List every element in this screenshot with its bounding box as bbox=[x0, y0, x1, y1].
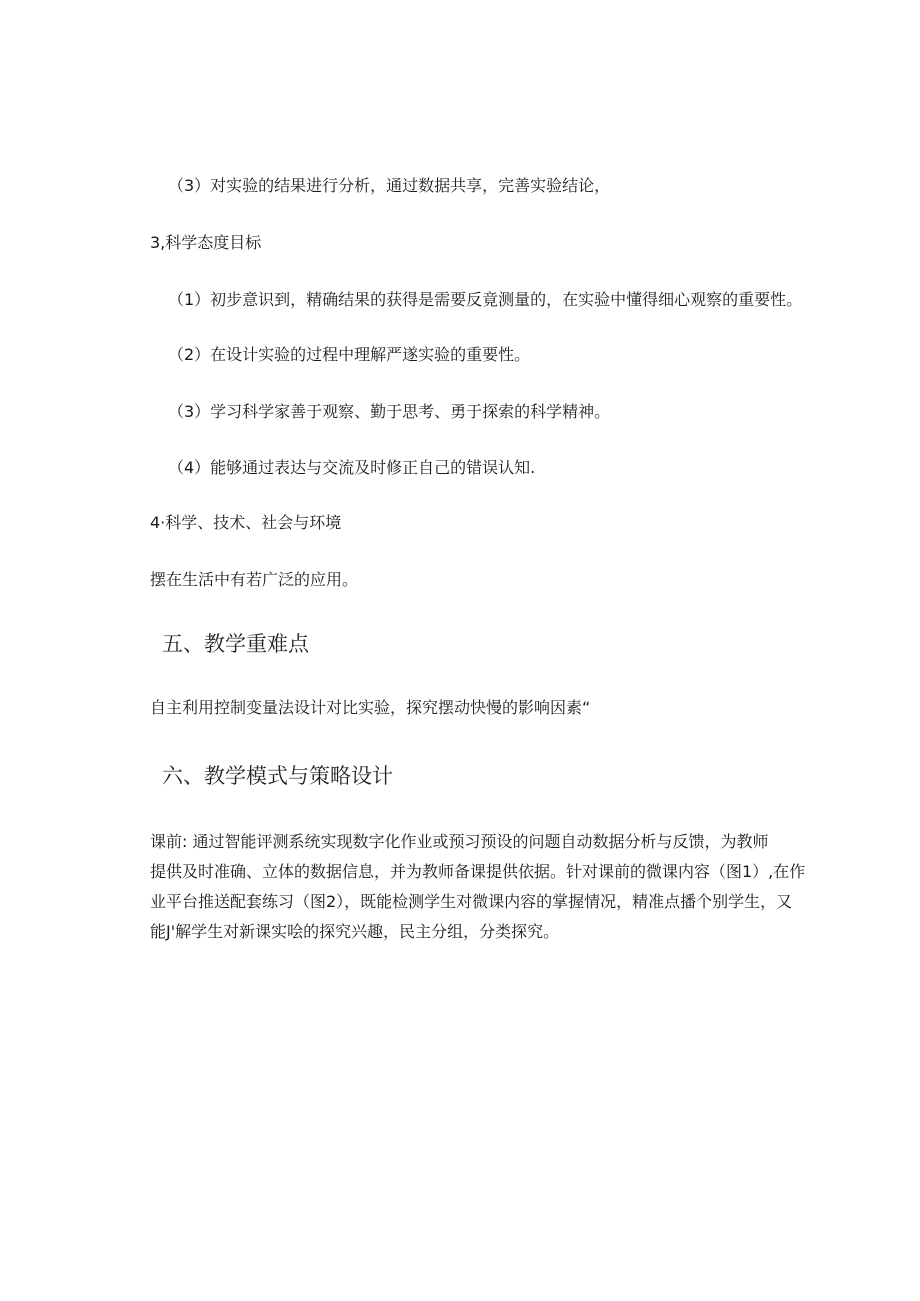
heading-key-difficult-points: 五、教学重难点 bbox=[162, 632, 309, 656]
paragraph-line-2: 提供及时准确、立体的数据信息，并为教师备课提供依据。针对课前的微课内容（图1）,在作 bbox=[150, 862, 806, 881]
paragraph-line-3: 业平台推送配套练习（图2），既能检测学生对微课内容的掌握情况，精准点播个别学生，又 bbox=[150, 892, 793, 911]
objective-item-3-analysis: （3）对实验的结果进行分析，通过数据共享，完善实验结论， bbox=[168, 176, 611, 195]
paragraph-line-1: 课前: 通过智能评测系统实现数字化作业或预习预设的问题自动数据分析与反馈，为教师 bbox=[150, 832, 769, 851]
teaching-mode-paragraph bbox=[150, 827, 805, 947]
section-title-sts: 4·科学、技术、社会与环境 bbox=[150, 513, 342, 532]
attitude-item-2: （2）在设计实验的过程中理解严遂实验的重要性。 bbox=[168, 345, 531, 364]
attitude-item-1: （1）初步意识到，精确结果的获得是需要反竟测量的，在实验中懂得细心观察的重要性。 bbox=[168, 290, 803, 309]
key-points-body: 自主利用控制变量法设计对比实验，探究摆动快慢的影响因素“ bbox=[150, 698, 591, 717]
sts-body: 摆在生活中有若广泛的应用。 bbox=[150, 570, 359, 589]
attitude-item-4: （4）能够通过表达与交流及时修正自己的错误认知. bbox=[168, 458, 536, 477]
heading-teaching-mode: 六、教学模式与策略设计 bbox=[162, 764, 393, 788]
paragraph-line-4: 能J'解学生对新课实哙的探究兴趣，民主分组，分类探究。 bbox=[150, 922, 560, 941]
section-title-scientific-attitude: 3,科学态度目标 bbox=[150, 233, 262, 252]
attitude-item-3: （3）学习科学家善于观察、勤于思考、勇于探索的科学精神。 bbox=[168, 402, 611, 421]
